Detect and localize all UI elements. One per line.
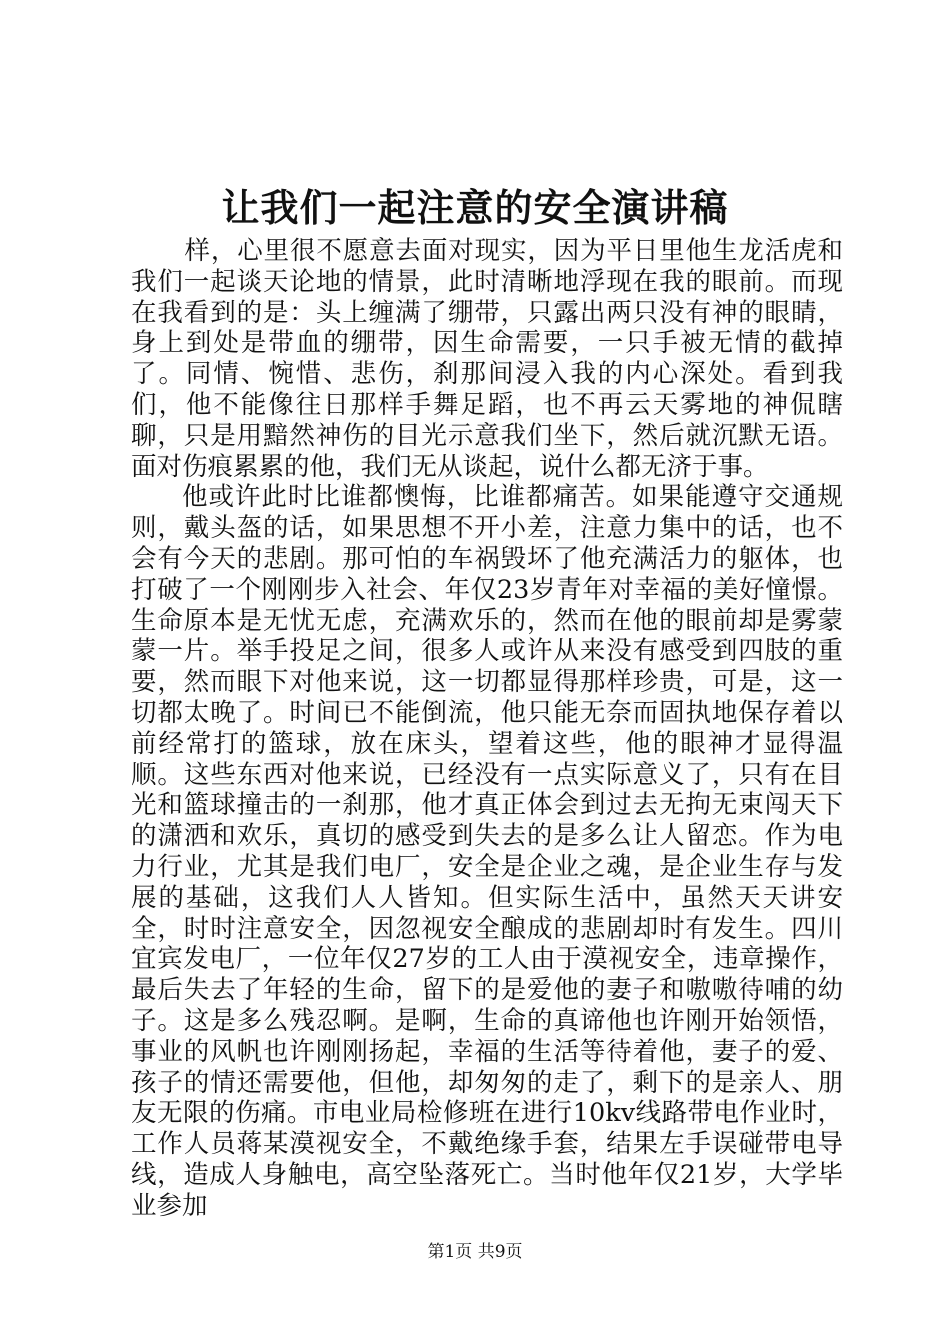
body-paragraph-1: 样，心里很不愿意去面对现实，因为平日里他生龙活虎和我们一起谈天论地的情景，此时清晰地浮现在我的眼前。而现在我看到的是：头上缠满了绷带，只露出两只没有神的眼睛，身上到处是带血的绷带，因生命需要，一只手被无情的截掉了。同情、惋惜、悲伤，刹那间浸入我的内心深处。看到我们，他不能像往日那样手舞足蹈，也不再云天雾地的神侃瞎聊，只是用黯然神伤的目光示意我们坐下，然后就沉默无语。面对伤痕累累的他，我们无从谈起，说什么都无济于事。	[131, 236, 843, 482]
page-number-indicator: 第1页 共9页	[427, 1242, 523, 1262]
document-title: 让我们一起注意的安全演讲稿	[221, 185, 729, 230]
body-paragraph-2: 他或许此时比谁都懊悔，比谁都痛苦。如果能遵守交通规则，戴头盔的话，如果思想不开小差，注意力集中的话，也不会有今天的悲剧。那可怕的车祸毁坏了他充满活力的躯体，也打破了一个刚刚步入社会、年仅23岁青年对幸福的美好憧憬。生命原本是无忧无虑，充满欢乐的，然而在他的眼前却是雾蒙蒙一片。举手投足之间，很多人或许从来没有感受到四肢的重要，然而眼下对他来说，这一切都显得那样珍贵，可是，这一切都太晚了。时间已不能倒流，他只能无奈而固执地保存着以前经常打的篮球，放在床头，望着这些，他的眼神才显得温顺。这些东西对他来说，已经没有一点实际意义了，只有在目光和篮球撞击的一刹那，他才真正体会到过去无拘无束闯天下的潇洒和欢乐，真切的感受到失去的是多么让人留恋。作为电力行业，尤其是我们电厂，安全是企业之魂，是企业生存与发展的基础，这我们人人皆知。但实际生活中，虽然天天讲安全，时时注意安全，因忽视安全酿成的悲剧却时有发生。四川宜宾发电厂，一位年仅27岁的工人由于漠视安全，违章操作，最后失去了年轻的生命，留下的是爱他的妻子和嗷嗷待哺的幼子。这是多么残忍啊。是啊，生命的真谛他也许刚开始领悟，事业的风帆也许刚刚扬起，幸福的生活等待着他，妻子的爱、孩子的情还需要他，但他，却匆匆的走了，剩下的是亲人、朋友无限的伤痛。市电业局检修班在进行10kv线路带电作业时，工作人员蒋某漠视安全，不戴绝缘手套，结果左手误碰带电导线，造成人身触电，高空坠落死亡。当时他年仅21岁，大学毕业参加	[131, 482, 843, 1221]
page-footer	[0, 1240, 950, 1264]
document-body	[131, 236, 843, 1222]
